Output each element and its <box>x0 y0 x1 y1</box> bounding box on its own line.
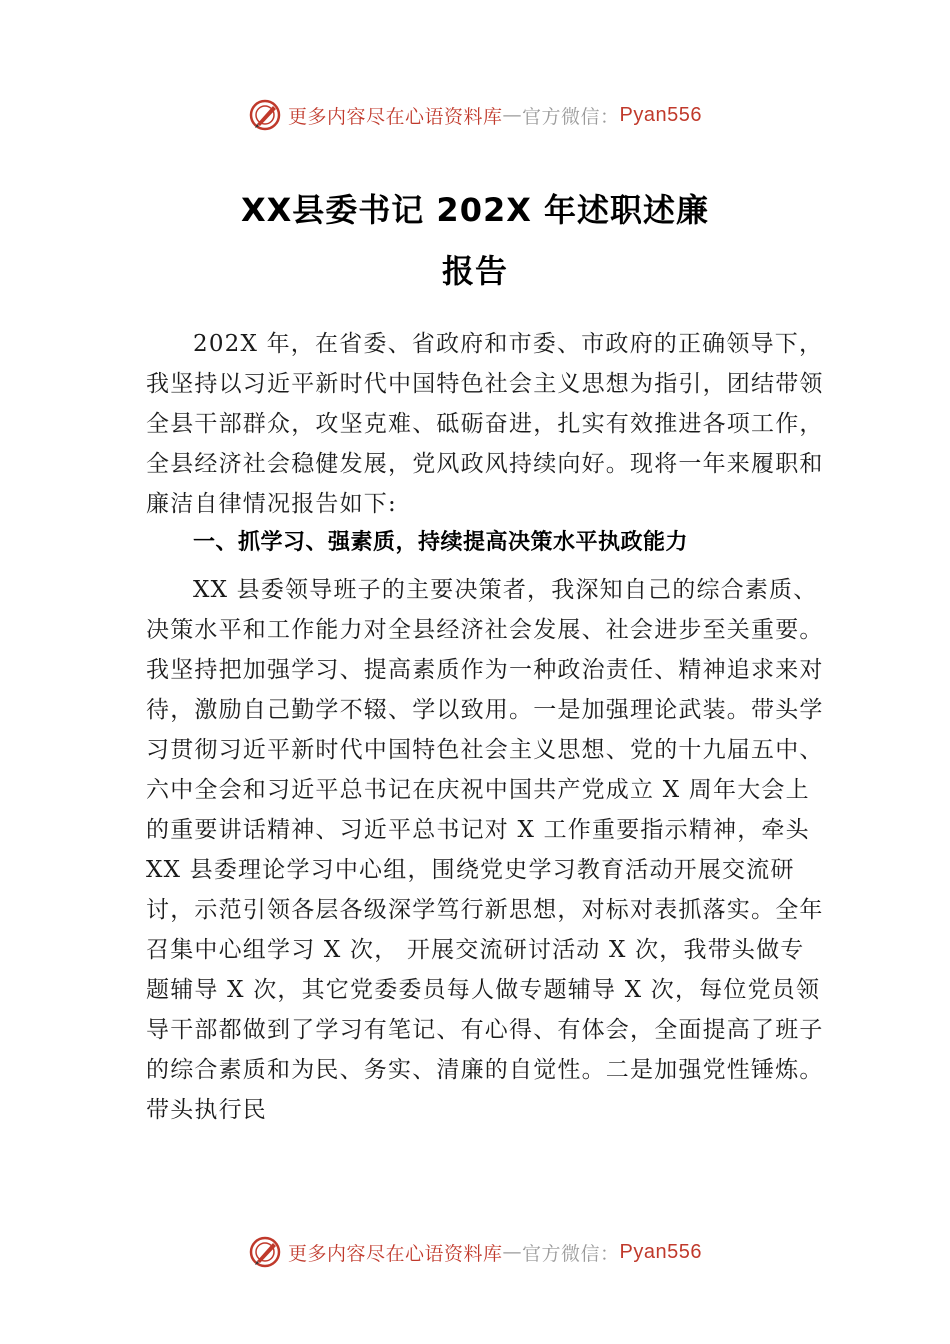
intro-paragraph: 202X 年，在省委、省政府和市委、市政府的正确领导下，我坚持以习近平新时代中国特色社会主义思想为指引，团结带领全县干部群众，攻坚克难、砥砺奋进，扎实有效推进各项工作，全县经济社会稳健发展，党风政风持续向好。现将一年来履职和廉洁自律情况报告如下: <box>146 331 824 517</box>
header-watermark-banner <box>0 95 950 135</box>
watermark-main-text: 更多内容尽在心语资料库 <box>288 105 503 128</box>
pen-circle-logo-icon <box>248 1235 282 1269</box>
document-title-line-2: 报告 <box>441 252 508 290</box>
watermark-id: Pyan556 <box>619 103 702 126</box>
footer-watermark-banner <box>0 1232 950 1272</box>
section-1-paragraph: XX 县委领导班子的主要决策者，我深知自己的综合素质、决策水平和工作能力对全县经济社会发展、社会进步至关重要。我坚持把加强学习、提高素质作为一种政治责任、精神追求来对待，激励自己勤学不辍、学以致用。一是加强理论武装。带头学习贯彻习近平新时代中国特色社会主义思想、党的十九届五中、六中全会和习近平总书记在庆祝中国共产党成立 X 周年大会上的重要讲话精神、习近平总书记对 X 工作重要指示精神，牵头 XX 县委理论学习中心组，围绕党史学习教育活动开展交流研讨，示范引领各层各级深学笃行新思想，对标对表抓落实。全年召集中心组学习 X 次， 开展交流研讨活动 X 次，我带头做专题辅导 X 次，其它党委委员每人做专题辅导 X 次，每位党员领导干部都做到了学习有笔记、有心得、有体会，全面提高了班子的综合素质和为民、务实、清廉的自觉性。二是加强党性锤炼。带头执行民 <box>146 577 824 1123</box>
document-title-line-1: XX县委书记 202X 年述职述廉 <box>240 191 710 229</box>
watermark-separator: — <box>502 104 523 126</box>
watermark-label: 官方微信： <box>522 1242 620 1265</box>
watermark-main-text: 更多内容尽在心语资料库 <box>288 1242 503 1265</box>
watermark-label: 官方微信： <box>522 105 620 128</box>
section-heading-1: 一、抓学习、强素质，持续提高决策水平执政能力 <box>193 530 689 555</box>
watermark-id: Pyan556 <box>619 1240 702 1263</box>
watermark-separator: — <box>502 1241 523 1263</box>
pen-circle-logo-icon <box>248 98 282 132</box>
